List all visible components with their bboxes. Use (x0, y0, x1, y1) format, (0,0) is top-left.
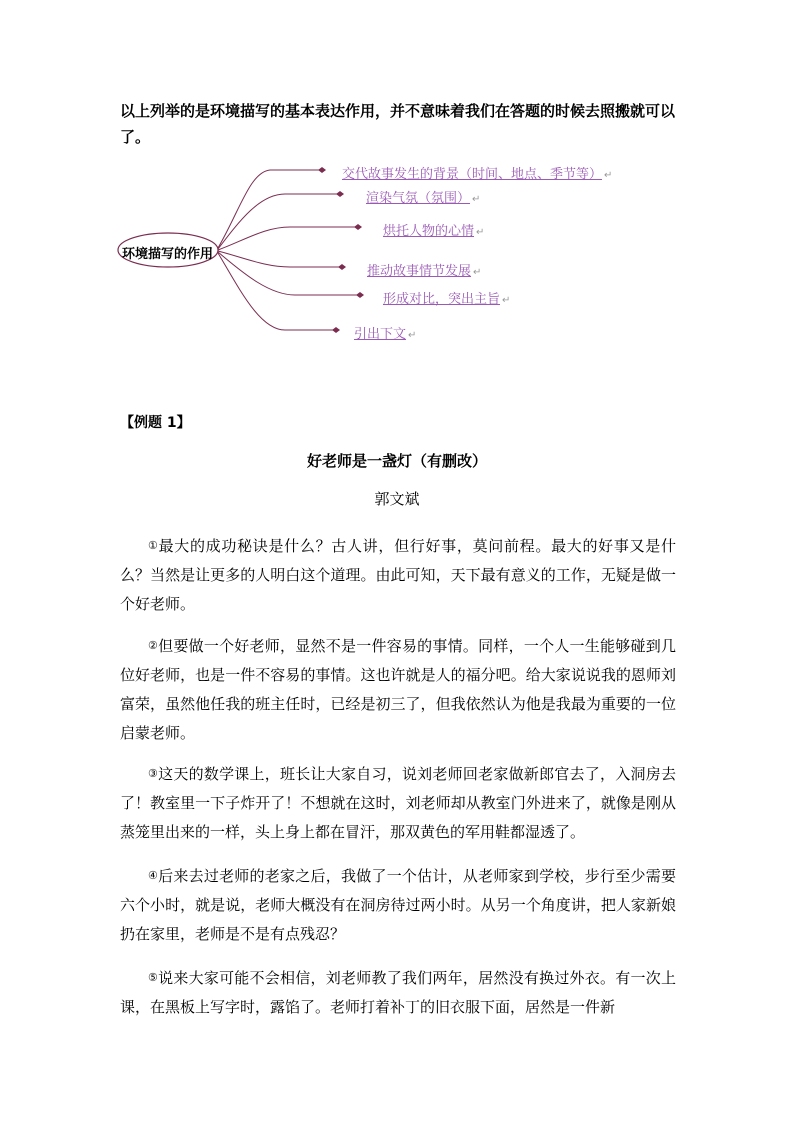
return-mark-icon: ↵ (472, 194, 481, 205)
paragraph-text: 最大的成功秘诀是什么？古人讲，但行好事，莫问前程。最大的好事又是什么？当然是让更多的人明白这个道理。由此可知，天下最有意义的工作，无疑是做一个好老师。 (120, 537, 676, 613)
branch-line-4 (218, 251, 342, 267)
paragraph-number: ① (148, 539, 159, 552)
mindmap-branch-1 (342, 163, 612, 182)
paragraph-4 (120, 861, 676, 949)
branch-label-2: 渲染气氛（氛围） (366, 191, 471, 206)
branch-label-1: 交代故事发生的背景（时间、地点、季节等） (342, 167, 603, 182)
branch-label-4: 推动故事情节发展 (367, 264, 472, 279)
return-mark-icon: ↵ (476, 227, 485, 238)
mindmap (110, 150, 670, 360)
paragraph-text: 但要做一个好老师，显然不是一件容易的事情。同样，一个人一生能够碰到几位好老师，也是一件不容易的事情。这也许就是人的福分吧。给大家说说我的恩师刘富荣，虽然他任我的班主任时，已经是初三了，但我依然认为他是我最为重要的一位启蒙老师。 (120, 637, 676, 742)
paragraph-number: ③ (148, 767, 159, 780)
paragraph-2 (120, 631, 676, 748)
branch-dot-6 (332, 327, 340, 333)
article-title: 好老师是一盏灯（有删改） (306, 452, 487, 470)
mindmap-branch-5 (383, 288, 510, 307)
mindmap-branch-6 (354, 323, 416, 342)
branch-dot-3 (354, 224, 362, 230)
mindmap-branch-3 (383, 220, 484, 239)
return-mark-icon: ↵ (502, 295, 511, 306)
branch-dot-4 (338, 264, 346, 270)
branch-label-6: 引出下文 (354, 327, 407, 342)
intro-text: 以上列举的是环境描写的基本表达作用，并不意味着我们在答题的时候去照搬就可以了。 (120, 102, 676, 146)
paragraph-number: ⑤ (148, 971, 159, 984)
paragraph-1 (120, 531, 676, 619)
paragraph-5 (120, 963, 676, 1022)
mindmap-branch-2 (366, 187, 480, 206)
branch-line-2 (218, 194, 340, 249)
return-mark-icon: ↵ (408, 330, 417, 341)
branch-line-3 (218, 227, 358, 250)
paragraph-number: ④ (148, 869, 159, 882)
mindmap-center-label: 环境描写的作用 (122, 247, 214, 262)
branch-line-1 (218, 170, 322, 248)
return-mark-icon: ↵ (473, 267, 482, 278)
paragraph-3 (120, 759, 676, 847)
return-mark-icon: ↵ (604, 170, 613, 181)
article-author: 郭文斌 (374, 490, 420, 508)
branch-label-3: 烘托人物的心情 (383, 224, 475, 239)
paragraph-text: 后来去过老师的老家之后，我做了一个估计，从老师家到学校，步行至少需要六个小时，就是说，老师大概没有在洞房待过两小时。从另一个角度讲，把人家新娘扔在家里，老师是不是有点残忍？ (120, 867, 676, 943)
example-tag: 【例题 1】 (120, 415, 191, 431)
mindmap-branch-4 (367, 260, 481, 279)
paragraph-number: ② (148, 639, 159, 652)
branch-dot-1 (318, 167, 326, 173)
paragraph-text: 说来大家可能不会相信，刘老师教了我们两年，居然没有换过外衣。有一次上课，在黑板上写字时，露馅了。老师打着补丁的旧衣服下面，居然是一件新 (120, 969, 676, 1016)
branch-dot-2 (336, 191, 344, 197)
paragraph-text: 这天的数学课上，班长让大家自习，说刘老师回老家做新郎官去了，入洞房去了！教室里一下子炸开了！不想就在这时，刘老师却从教室门外进来了，就像是刚从蒸笼里出来的一样，头上身上都在冒汗，那双黄色的军用鞋都湿透了。 (120, 765, 676, 841)
branch-label-5: 形成对比，突出主旨 (383, 292, 501, 307)
branch-dot-5 (356, 292, 364, 298)
